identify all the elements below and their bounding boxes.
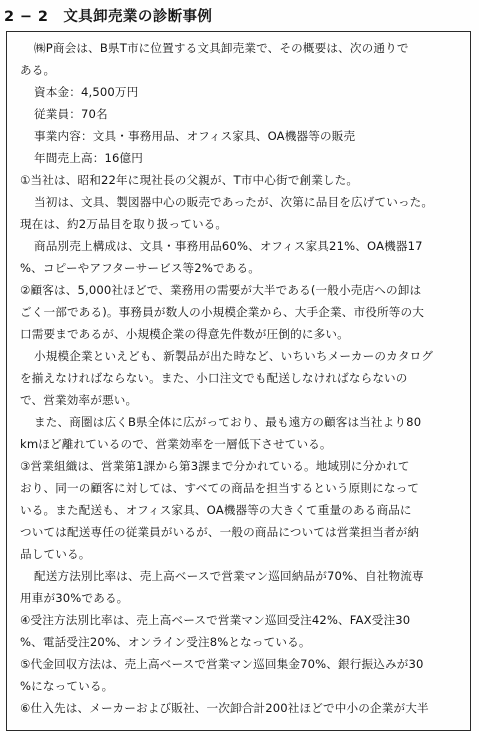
text-line: kmほど離れているので、営業効率を一層低下させている。 xyxy=(20,437,332,451)
page-footer-mark xyxy=(220,706,260,713)
text-line: 資本金：4,500万円 xyxy=(34,85,139,99)
text-line: ③営業組織は、営業第1課から第3課まで分かれている。地域別に分かれて xyxy=(20,459,410,473)
text-line: %、コピーやアフターサービス等2%である。 xyxy=(20,261,260,275)
text-line: おり、同一の顧客に対しては、すべての商品を担当するという原則になって xyxy=(20,481,420,495)
text-line: 事業内容：文具・事務用品、オフィス家具、OA機器等の販売 xyxy=(34,129,356,143)
text-line: %、電話受注20%、オンライン受注8%となっている。 xyxy=(20,635,311,649)
text-line: 従業員：70名 xyxy=(34,107,108,121)
text-line: ④受注方法別比率は、売上高ベースで営業マン巡回受注42%、FAX受注30 xyxy=(20,613,411,627)
text-line: ある。 xyxy=(20,63,56,77)
text-line: 現在は、約2万品目を取り扱っている。 xyxy=(20,217,228,231)
text-line: ⑤代金回収方法は、売上高ベースで営業マン巡回集金70%、銀行振込みが30 xyxy=(20,657,424,671)
text-line: ごく一部である)。事務員が数人の小規模企業から、大手企業、市役所等の大 xyxy=(20,305,424,319)
text-line: また、商圏は広くB県全体に広がっており、最も遠方の顧客は当社より80 xyxy=(34,415,422,429)
text-line: ②顧客は、5,000社ほどで、業務用の需要が大半である(一般小売店への卸は xyxy=(20,283,422,297)
text-line: 品している。 xyxy=(20,547,91,561)
text-line: 商品別売上構成は、文具・事務用品60%、オフィス家具21%、OA機器17 xyxy=(34,239,423,253)
text-line: で、営業効率が悪い。 xyxy=(20,393,138,407)
text-line: 年間売上高：16億円 xyxy=(34,151,144,165)
text-line: ㈱P商会は、B県T市に位置する文具卸売業で、その概要は、次の通りで xyxy=(34,41,409,55)
text-line: いる。また配送も、オフィス家具、OA機器等の大きくて重量のある商品に xyxy=(20,503,412,517)
text-line: を揃えなければならない。また、小口注文でも配送しなければならないの xyxy=(20,371,408,385)
text-line: ⑥仕入先は、メーカーおよび販社、一次卸合計200社ほどで中小の企業が大半 xyxy=(20,701,429,715)
text-line: 用車が30%である。 xyxy=(20,591,129,605)
text-line: 当初は、文具、製図器中心の販売であったが、次第に品目を広げていった。 xyxy=(34,195,434,209)
text-line: 小規模企業といえども、新製品が出た時など、いちいちメーカーのカタログ xyxy=(34,349,434,363)
text-line: 口需要まであるが、小規模企業の得意先件数が圧倒的に多い。 xyxy=(20,327,349,341)
section-title: 2 − 2 文具卸売業の診断事例 xyxy=(4,9,213,25)
text-line: %になっている。 xyxy=(20,679,114,693)
text-line: ①当社は、昭和22年に現社長の父親が、T市中心街で創業した。 xyxy=(20,173,359,187)
text-line: ついては配送専任の従業員がいるが、一般の商品については営業担当者が納 xyxy=(20,525,420,539)
text-line: 配送方法別比率は、売上高ベースで営業マン巡回納品が70%、自社物流専 xyxy=(34,569,424,583)
